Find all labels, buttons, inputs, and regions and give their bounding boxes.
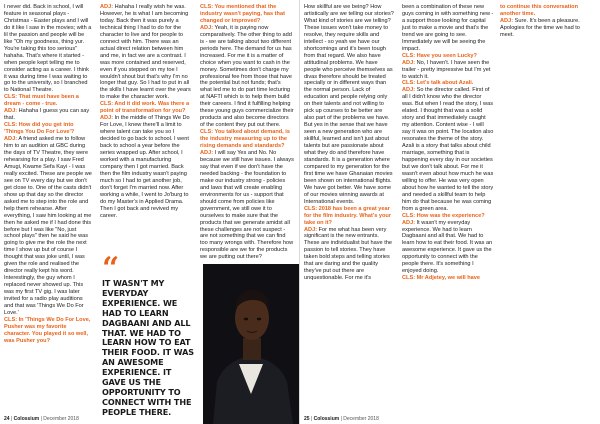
interview-question (500, 4, 594, 18)
interview-answer (304, 227, 394, 283)
quote-mark-icon: “ (102, 251, 120, 286)
interview-answer (100, 4, 192, 101)
interview-question (200, 4, 294, 25)
interview-question (4, 94, 92, 108)
speaker-label: ADJ: (402, 219, 416, 226)
left-column-2 (100, 4, 192, 220)
interview-question (4, 122, 92, 136)
interview-answer (4, 136, 92, 317)
pull-quote-text: IT WASN'T MY EVERYDAY EXPERIENCE. WE HAD TO LEARN DAGBAANI AND ALL THAT. WE HAD TO LEARN HOW TO EAT THEIR FOOD. IT WAS AN AWESOME EXPERIENCE. IT GAVE US THE OPPORTUNITY TO CONNECT WITH THE PEOPLE THERE. (102, 278, 194, 417)
right-magazine-name: Colossium (313, 416, 340, 422)
answer-text: I will say Yes and No. No because we still have issues. I always say that even if we don't have the needed backing - the foundation to make our industry strong - policies and laws that will create enabling environments for us - support that should come from policies like government, we still owe it to ourselves to make sure that the products that we generate amidst all these challenges are not suspect - are not something that we can find too many wrongs with. Therefore how responsible are we for the products we are putting out there? (200, 150, 294, 261)
left-issue-date: December 2018 (43, 416, 79, 422)
right-column-1 (304, 4, 394, 282)
question-text: CLS: And it did work. Was there a point of transformation for you? (100, 101, 190, 115)
question-text: CLS: That must have been a dream - come - true. (4, 94, 79, 108)
interview-question (402, 213, 494, 220)
interview-question (200, 129, 294, 150)
interview-answer (402, 60, 494, 81)
interview-answer (4, 108, 92, 122)
right-page-footer: 25 | Colossium | December 2018 (304, 416, 379, 422)
speaker-label: ADJ: (402, 59, 416, 66)
right-issue-date: December 2018 (343, 416, 379, 422)
interview-question (304, 206, 394, 227)
interview-answer (200, 150, 294, 261)
question-text: CLS: You mentioned that the industry wasn't paying, has that changed or improved? (200, 4, 285, 24)
portrait-photo (203, 264, 300, 424)
portrait-illustration (203, 264, 300, 424)
answer-text: Hahaha I guess you can say that. (4, 108, 90, 122)
speaker-label: ADJ: (200, 150, 214, 157)
left-column-1 (4, 4, 92, 345)
interview-answer (200, 25, 294, 129)
body-paragraph: been a combination of these new guys coming in with something new - a support those looking for capital just to make a movie and that's the trend we are going to see. Immediately we will be seeing the impact. (402, 4, 494, 52)
speaker-label: ADJ: (100, 4, 114, 10)
interview-answer (500, 18, 594, 39)
right-column-3 (500, 4, 594, 39)
left-magazine-name: Colossium (13, 416, 40, 422)
question-text: CLS: 2018 has been a great year for the film industry. What's your take on it? (304, 205, 392, 226)
interview-question (402, 275, 494, 282)
question-text: CLS: Have you seen Lucky? (402, 52, 477, 59)
speaker-label: ADJ: (500, 17, 514, 24)
speaker-label: ADJ: (4, 136, 18, 143)
body-paragraph: I never did. Back in school, I will feature in seasonal plays - Christmas - Easter plays and I will do it like I saw in the movies; with a lil the passion and people will be like "Oh my goodness, thing yur. You're taking this too serious" hahaha. That's where it started - when people kept telling me to consider acting as a career. I think it was during time I was waiting to go to the university, so I branched to National Theatre. (4, 4, 92, 94)
interview-question (4, 317, 92, 345)
speaker-label: ADJ: (4, 108, 18, 115)
left-column-3 (200, 4, 294, 261)
right-page-number: 25 (304, 416, 310, 422)
answer-text: So the director called. First of all I didn't know who the director was. But when I read the story, I was elated. I thought that was a solid story and that immediately caught my attention. Content wise - I will say it was on point. The location also resonates the theme of the story. Azali is a story that talks about child marriage, something that is happening every day in our societies but we don't talk about. For me it wasn't even about how much he was willing to offer. He was very open about how he wanted to tell the story and needed a skillful team to help him do that because he was coming from a green area. (402, 87, 494, 212)
left-page-number: 24 (4, 416, 10, 422)
question-text: CLS: You talked about demand, is the industry measuring up to the rising demands and standards? (200, 129, 290, 150)
interview-answer (100, 115, 192, 219)
pull-quote (102, 251, 194, 418)
answer-text: Sure. It's been a pleasure. Apologies for the time we had to meet. (500, 17, 580, 38)
left-page-footer: 24 | Colossium | December 2018 (4, 416, 79, 422)
speaker-label: ADJ: (200, 24, 214, 31)
interview-question (402, 53, 494, 60)
question-text: CLS: In 'Things We Do For Love, Pusher was my favorite character. You played it so well, was Pusher you? (4, 316, 91, 344)
answer-text: For me what has been very significant is the new entrants. These are individualist but have the passion to tell stories. They have taken bold steps and telling stories that are daring and the quality they've put out there are unquestionable. For me it's (304, 226, 393, 282)
question-text: CLS: Mr Adjetey, we will have (402, 275, 481, 282)
speaker-label: ADJ: (402, 87, 416, 94)
answer-text: It wasn't my everyday experience. We had to learn Dagbaani and all that. We had to learn how to eat their food. It was an awesome experience. It gave us the opportunity to connect with the people there. It's something I enjoyed doing. (402, 219, 493, 275)
speaker-label: ADJ: (304, 226, 318, 233)
answer-text: In the middle of Things We Do For Love, I knew there'll a limit to where talent can take you so I decided to go back to school. I went back to school a year before the series wrapped up. After school, I worked with a manufacturing company then I got married. Back then the film industry wasn't paying much so I had to get another job, don't forget I'm married now. After working a while, I went to Jo'burg to do my Master's in Applied Drama. Then I got back and revived my career. (100, 115, 190, 219)
answer-text: Yeah, it is paying now comparatively. The other thing to add is - we are talking about two different periods here. The demand for us has increased. For me it is a matter of choice when you want to cash in the money. Sometimes don't charge my professional fee from those that have the potential but not funds; that's what led me to do part time lecturing at NAFTI which is to help them build their careers. I find it fulfilling helping these young guys commercialize their products and also become directors of the content they put out there. (200, 24, 294, 129)
question-text: CLS: How was the experience? (402, 212, 485, 219)
right-page (300, 0, 600, 424)
answer-text: Hahaha I really wish he was. However, he is what I am becoming today. Back then it was purely a technical thing I had to do for the character to live and for people to connect with him. There was an actual direct relation between him and me, in fact we are a contrast. I was more contained and reserved, even if you stepped on my toe I wouldn't shout but that's why I'm no longer that guy. So I had to put in all the skills I have learnt over the years to make the character work. (100, 4, 191, 101)
interview-answer (402, 220, 494, 276)
body-paragraph: How skillful are we being? How artistically are we telling our stories? What kind of stories are we telling? These issues won't take money to resolve, they require skills and intellect - so yeah we have our shortcomings and it's been tough from that regard. We also have attitudinal problems. We have people who perceive themselves as divas therefore should be treated specially or in different ways than the normal person. Lack of education and people relying only on their talents and not willing to pick up courses to be better are also part of the problems we have. But yes in the sense that we have seen a new generation who are skillful, learned and isn't just about talents but are passionate about what they do and therefore have standards. It is a generation where compared to my generation for the first time we have Ghanaian movies been shown on international flights. We have got better. We have some of our movies winning awards at International events. (304, 4, 394, 205)
question-text: CLS: How did you get into 'Things You Do For Love'? (4, 122, 75, 136)
interview-question (100, 101, 192, 115)
answer-text: A friend asked me to follow him to an audition at GBC during the days of TV Theatre, they were rehearsing for a play. I saw Fred Amugi, Kwame Sefa Kayi - I was really excited. These are people we see on TV every day but we don't get close to. One of the casts didn't show up that day so the director asked me to step into the role and help them rehearse. After everything, I saw him looking at me then he asked me if I had done this before but I was like "No, just school plays" then he said he was going to give me the role the next time I show up but of course I thought that was joke until, I was given the role and realised the director really kept his word. Interestingly, the guy whom I replaced never showed up. This was my first TV gig. I was later invited for a radio play auditions and that was 'Things We Do For Love.' (4, 136, 92, 316)
right-column-2 (402, 4, 494, 282)
question-text: to continue this conversation another time. (500, 4, 579, 17)
question-text: CLS: Let's talk about Azali. (402, 80, 474, 87)
interview-answer (402, 87, 494, 212)
speaker-label: ADJ: (100, 115, 114, 122)
interview-question (402, 80, 494, 87)
answer-text: No, I haven't. I have seen the trailer - pretty impressive but I'm yet to watch it. (402, 59, 491, 80)
